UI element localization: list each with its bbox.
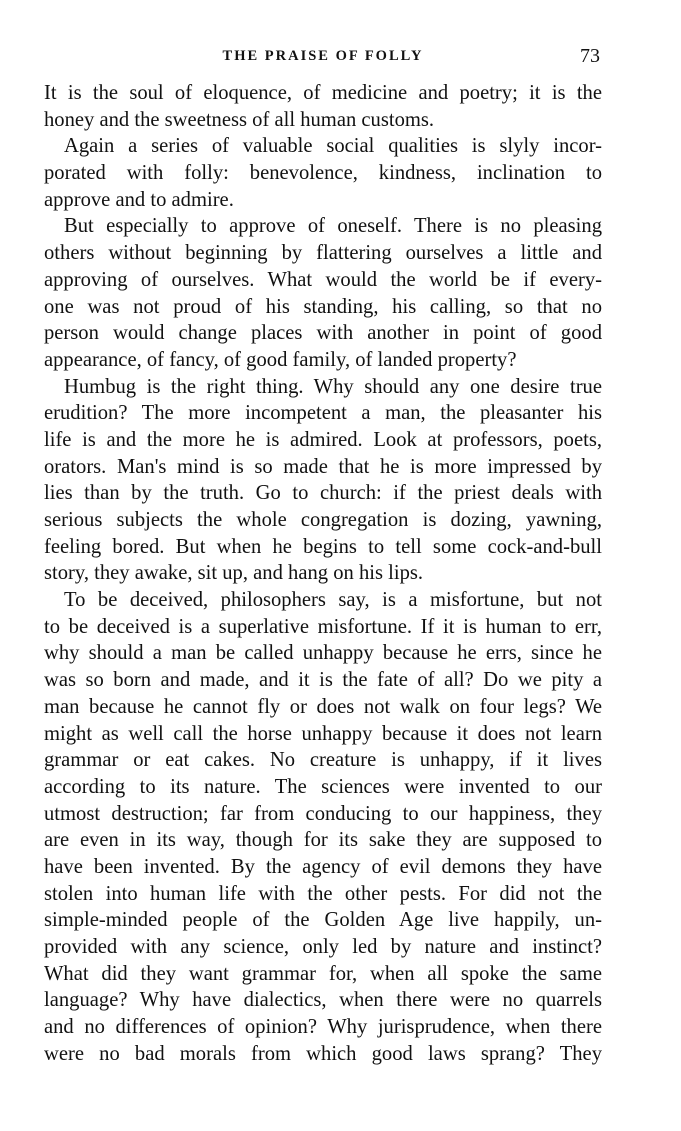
text-line: approve and to admire. <box>44 188 234 211</box>
text-line: was so born and made, and it is the fate of all? Do we pity a <box>44 669 602 692</box>
text-line: story, they awake, sit up, and hang on his lips. <box>44 562 424 585</box>
running-title: THE PRAISE OF FOLLY <box>222 48 424 64</box>
text-line: appearance, of fancy, of good family, of landed property? <box>44 348 517 371</box>
text-line: To be deceived, philosophers say, is a misfortune, but not <box>64 589 602 612</box>
text-line: grammar or eat cakes. No creature is unhappy, if it lives <box>44 749 602 772</box>
text-line: language? Why have dialectics, when there were no quarrels <box>44 989 602 1012</box>
text-line: one was not proud of his standing, his calling, so that no <box>44 295 602 318</box>
text-line: What did they want grammar for, when all spoke the same <box>44 962 602 985</box>
text-line: might as well call the horse unhappy because it does not learn <box>44 722 602 745</box>
text-line: others without beginning by flattering ourselves a little and <box>44 242 602 265</box>
text-line: life is and the more he is admired. Look at professors, poets, <box>44 428 602 451</box>
text-line: and no differences of opinion? Why jurisprudence, when there <box>44 1016 602 1039</box>
text-line: according to its nature. The sciences were invented to our <box>44 775 602 798</box>
text-line: Humbug is the right thing. Why should any one desire true <box>64 375 602 398</box>
text-line: to be deceived is a superlative misfortune. If it is human to err, <box>44 615 602 638</box>
text-line: were no bad morals from which good laws sprang? They <box>44 1042 602 1065</box>
text-line: serious subjects the whole congregation is dozing, yawning, <box>44 509 602 531</box>
text-line: porated with folly: benevolence, kindness, inclination to <box>44 162 602 185</box>
text-line: provided with any science, only led by nature and instinct? <box>44 936 602 958</box>
body-text <box>44 80 602 1067</box>
text-line: have been invented. By the agency of evil demons they have <box>44 855 602 878</box>
text-line: are even in its way, though for its sake they are supposed to <box>44 829 602 852</box>
text-line: approving of ourselves. What would the world be if every- <box>44 268 602 291</box>
text-line: person would change places with another in point of good <box>44 322 602 345</box>
text-line: man because he cannot fly or does not walk on four legs? We <box>44 695 602 718</box>
text-line: stolen into human life with the other pests. For did not the <box>44 882 602 905</box>
running-head <box>44 46 602 68</box>
text-line: honey and the sweetness of all human customs. <box>44 108 435 131</box>
text-line: utmost destruction; far from conducing to our happiness, they <box>44 802 602 825</box>
page-number: 73 <box>580 45 600 67</box>
text-line: why should a man be called unhappy because he errs, since he <box>44 642 602 665</box>
text-line: Again a series of valuable social qualities is slyly incor- <box>64 135 602 158</box>
text-line: But especially to approve of oneself. There is no pleasing <box>64 215 602 238</box>
text-line: lies than by the truth. Go to church: if the priest deals with <box>44 482 602 505</box>
text-line: It is the soul of eloquence, of medicine and poetry; it is the <box>44 82 602 104</box>
text-line: feeling bored. But when he begins to tell some cock-and-bull <box>44 535 602 558</box>
text-line: orators. Man's mind is so made that he is more impressed by <box>44 455 602 478</box>
text-line: erudition? The more incompetent a man, the pleasanter his <box>44 402 602 425</box>
text-line: simple-minded people of the Golden Age live happily, un- <box>44 909 602 932</box>
